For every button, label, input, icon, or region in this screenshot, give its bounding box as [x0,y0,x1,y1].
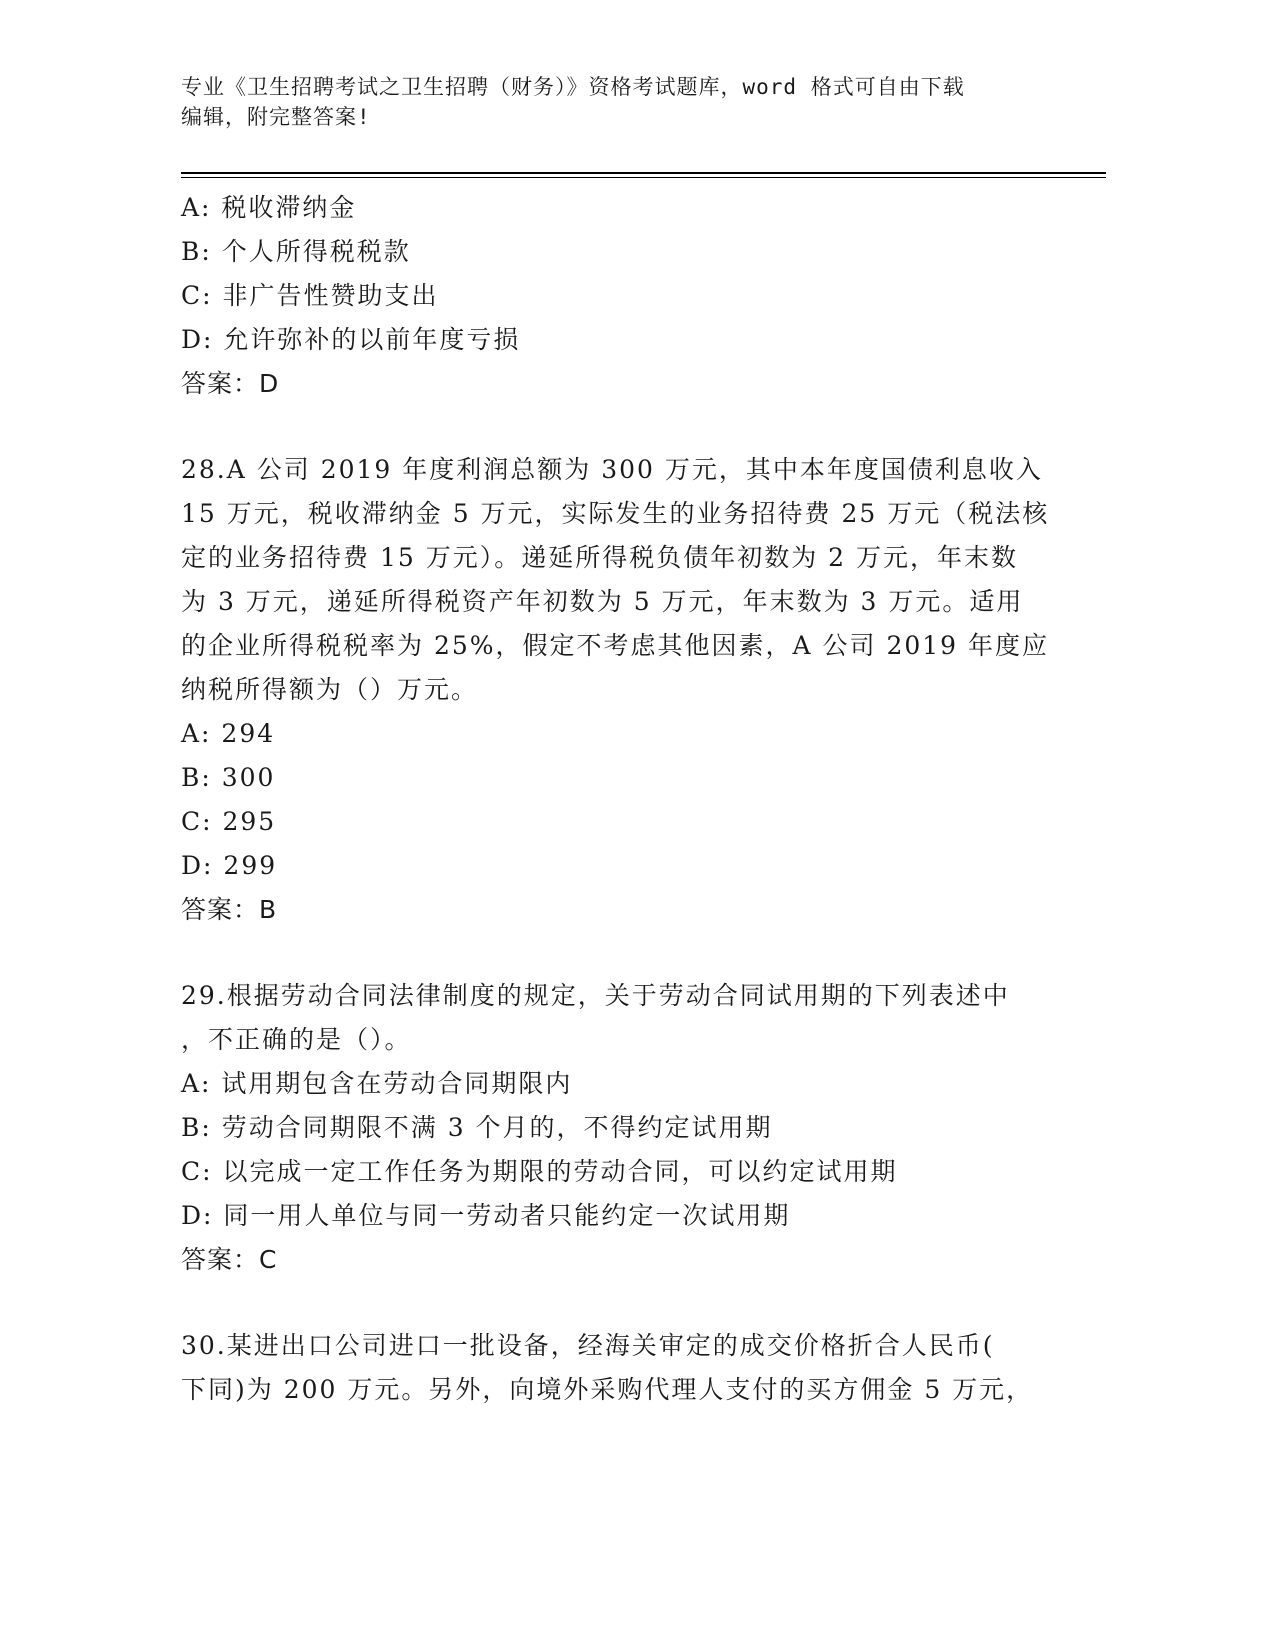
option-a: A: 294 [181,719,276,748]
spacer [181,932,1061,974]
question-stem-line: 的企业所得税税率为 25%，假定不考虑其他因素，A 公司 2019 年度应 [181,631,1050,660]
header-rule-thick [181,172,1106,174]
answer-line: 答案：D [181,369,280,398]
option-a: A: 税收滞纳金 [181,193,357,222]
question-30 [181,1324,1061,1412]
question-stem-line: 纳税所得额为（）万元。 [181,675,479,704]
option-d: D: 299 [181,851,278,880]
option-c: C: 以完成一定工作任务为期限的劳动合同，可以约定试用期 [181,1157,898,1186]
document-header [181,72,1061,132]
question-content [181,186,1061,1412]
question-stem-line: 29.根据劳动合同法律制度的规定，关于劳动合同试用期的下列表述中 [181,981,1010,1010]
question-stem-line: 下同)为 200 万元。另外，向境外采购代理人支付的买方佣金 5 万元， [181,1375,1034,1404]
option-d: D: 允许弥补的以前年度亏损 [181,325,521,354]
option-d: D: 同一用人单位与同一劳动者只能约定一次试用期 [181,1201,791,1230]
option-c: C: 295 [181,807,277,836]
question-stem-line: 30.某进出口公司进口一批设备，经海关审定的成交价格折合人民币( [181,1331,995,1360]
question-29 [181,974,1061,1282]
option-a: A: 试用期包含在劳动合同期限内 [181,1069,573,1098]
answer-line: 答案：B [181,895,278,924]
question-stem-line: 为 3 万元，递延所得税资产年初数为 5 万元，年末数为 3 万元。适用 [181,587,1024,616]
question-stem-line: 定的业务招待费 15 万元）。递延所得税负债年初数为 2 万元，年末数 [181,543,1019,572]
header-rule-thin [181,177,1106,178]
option-b: B: 300 [181,763,276,792]
spacer [181,406,1061,448]
question-stem-line: ，不正确的是（）。 [181,1025,412,1054]
option-b: B: 个人所得税税款 [181,237,411,266]
answer-line: 答案：C [181,1245,278,1274]
spacer [181,1282,1061,1324]
option-b: B: 劳动合同期限不满 3 个月的，不得约定试用期 [181,1113,773,1142]
question-stem-line: 28.A 公司 2019 年度利润总额为 300 万元，其中本年度国债利息收入 [181,455,1043,484]
question-27 [181,186,1061,406]
question-stem-line: 15 万元，税收滞纳金 5 万元，实际发生的业务招待费 25 万元（税法核 [181,499,1050,528]
question-28 [181,448,1061,932]
option-c: C: 非广告性赞助支出 [181,281,439,310]
header-line-1: 专业《卫生招聘考试之卫生招聘（财务）》资格考试题库，word 格式可自由下载 [181,75,965,99]
header-line-2: 编辑，附完整答案! [181,105,371,129]
